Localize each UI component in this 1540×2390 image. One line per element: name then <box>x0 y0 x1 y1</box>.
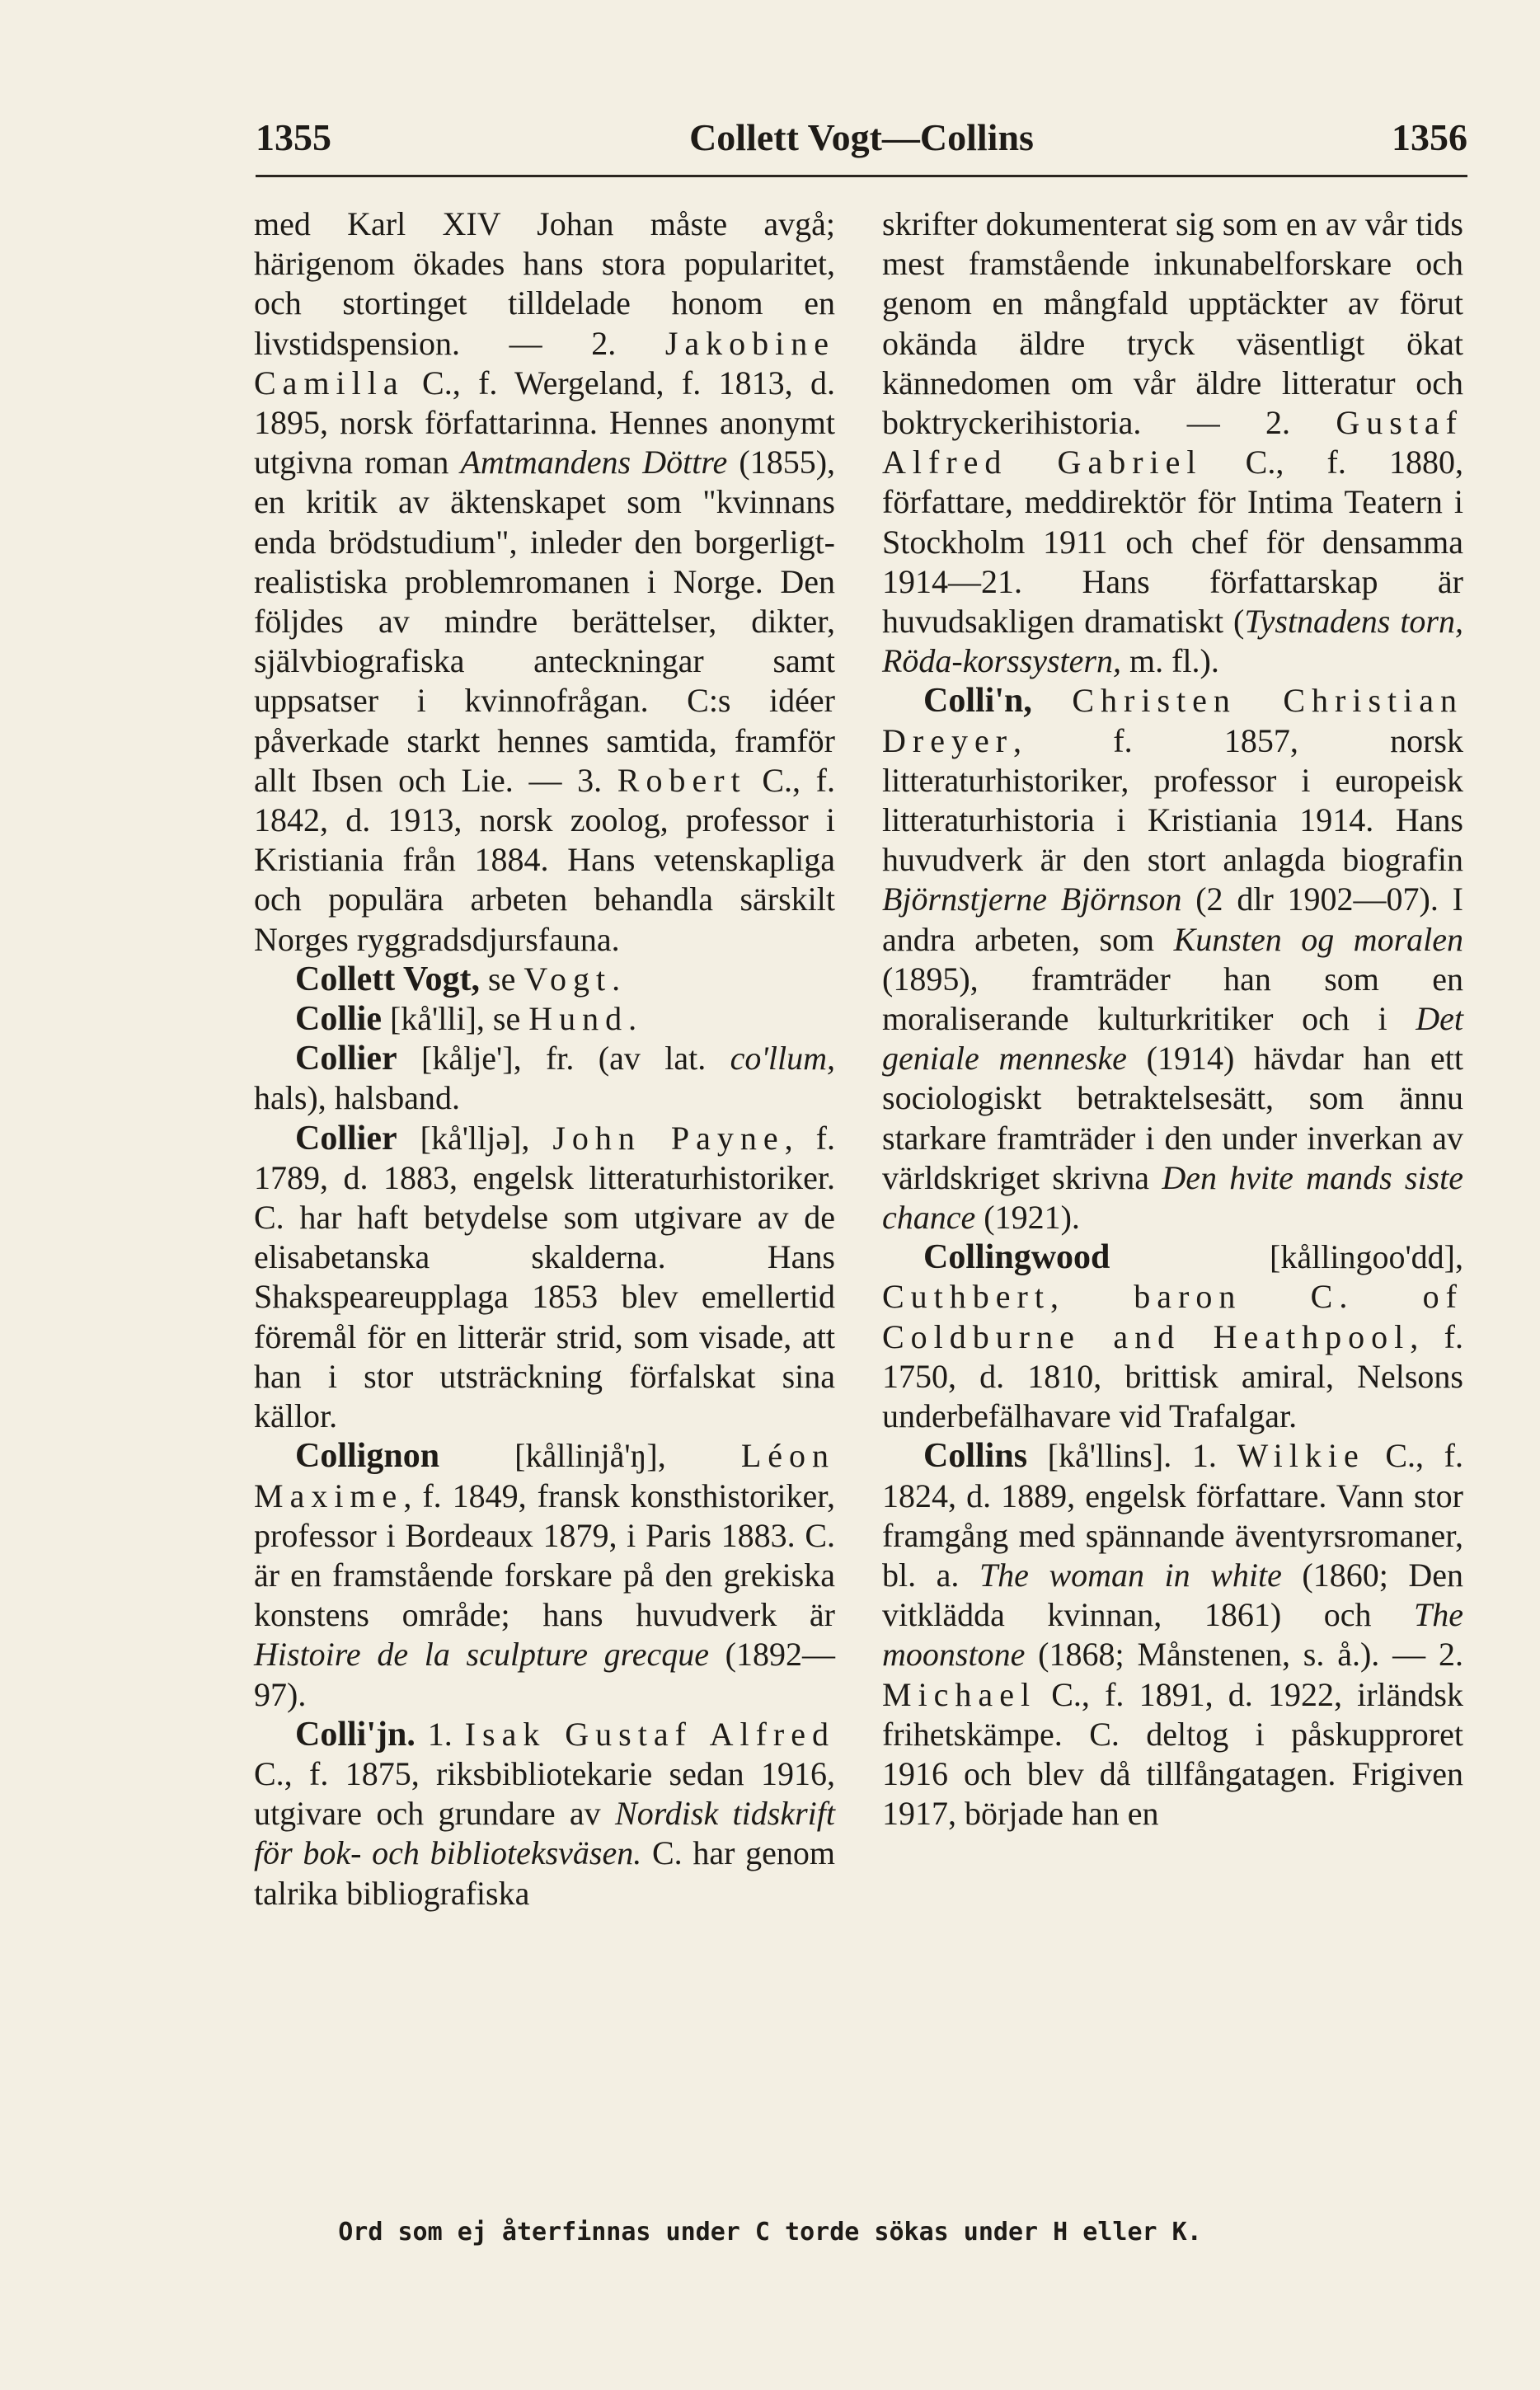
headword: Collins <box>923 1437 1028 1476</box>
headword: Colli'n, <box>923 682 1032 721</box>
entry-collins: Collins [kå'llins]. 1. Wilkie C., f. 1824, d. 1889, engelsk författare. Vann stor framgång med spännande äventyrsromaner, bl. a. The woman in white (1860; Den vitklädda kvinnan, 1861) och The moonstone (1868; Månstenen, s. å.). — 2. Michael C., f. 1891, d. 1922, irländsk frihetskämpe. C. deltog i påskupproret 1916 och blev då tillfångatagen. Frigiven 1917, började han en <box>882 1437 1464 1833</box>
page-title: Collett Vogt—Collins <box>689 116 1034 158</box>
right-column <box>882 204 1463 1834</box>
entry-collett-continued: med Karl XIV Johan måste avgå; härigenom ökades hans stora popularitet, och stortinget tilldelade honom en livstidspension. — 2. Jakobine Camilla C., f. Wergeland, f. 1813, d. 1895, norsk författarinna. Hennes anonymt utgivna roman Amtmandens Döttre (1855), en kritik av äktenskapet som "kvinnans enda brödstudium", inleder den borgerligt-realistiska problemromanen i Norge. Den följdes av mindre berättelser, dikter, självbiografiska anteckningar samt uppsatser i kvinnofrågan. C:s idéer påverkade starkt hennes samtida, framför allt Ibsen och Lie. — 3. Robert C., f. 1842, d. 1913, norsk zoolog, professor i Kristiania från 1884. Hans vetenskapliga och populära arbeten behandla särskilt Norges ryggradsdjursfauna. <box>254 205 836 958</box>
headword: Collingwood <box>923 1238 1110 1277</box>
running-header <box>256 115 1467 165</box>
left-column <box>254 204 835 1913</box>
entry-collier-john-payne: Collier [kå'lljə], John Payne, f. 1789, d. 1883, engelsk litteraturhistoriker. C. har haft betydelse som utgivare av de elisabetanska skalderna. Hans Shakspeareupplaga 1853 blev emellertid föremål för en litterär strid, som visade, att han i stor utsträckning förfalskat sina källor. <box>254 1119 835 1435</box>
footer-note: Ord som ej återfinnas under C torde sökas under H eller K. <box>338 2218 1202 2247</box>
entry-collier-necklace: Collier [kålje'], fr. (av lat. co'llum, hals), halsband. <box>254 1040 835 1117</box>
headword: Collier <box>295 1040 397 1078</box>
entry-collin: Colli'n, Christen Christian Dreyer, f. 1857, norsk litteraturhistoriker, professor i europeisk litteraturhistoria i Kristiania 1914. Hans huvudverk är den stort anlagda biografin Björnstjerne Björnson (2 dlr 1902—07). I andra arbeten, som Kunsten og moralen (1895), framträder han som en moraliserande kulturkritiker och i Det geniale menneske (1914) hävdar han ett sociologiskt betraktelsesätt, som ännu starkare framträder i den under inverkan av världskriget skrivna Den hvite mands siste chance (1921). <box>882 682 1464 1237</box>
page-number-left: 1355 <box>256 116 331 158</box>
entry-collijn: Colli'jn. 1. Isak Gustaf Alfred C., f. 1875, riksbibliotekarie sedan 1916, utgivare och grundare av Nordisk tidskrift för bok- och biblioteksväsen. C. har genom talrika bibliografiska <box>254 1715 836 1912</box>
entry-collie: Collie [kå'lli], se Hund. <box>295 1000 637 1039</box>
headword: Collett Vogt, <box>295 960 480 998</box>
headword: Collignon <box>295 1437 440 1476</box>
page-number-right: 1356 <box>1392 116 1467 158</box>
entry-collingwood: Collingwood [kållingoo'dd], Cuthbert, baron C. of Coldburne and Heathpool, f. 1750, d. 1810, brittisk amiral, Nelsons underbefälhavare vid Trafalgar. <box>882 1238 1463 1435</box>
headword: Colli'jn. <box>295 1715 416 1754</box>
entry-collignon: Collignon [kållinjå'ŋ], Léon Maxime, f. 1849, fransk konsthistoriker, professor i Bordeaux 1879, i Paris 1883. C. är en framstående forskare på den grekiska konstens område; hans huvudverk är Histoire de la sculpture grecque (1892—97). <box>254 1437 835 1713</box>
headword: Collier <box>295 1119 397 1157</box>
entry-collett-vogt: Collett Vogt, se Vogt. <box>295 960 621 998</box>
entry-collijn-continued: skrifter dokumenterat sig som en av vår tids mest framstående inkunabelforskare och genom en mångfald upptäckter av förut okända äldre tryck väsentligt ökat kännedomen om vår äldre litteratur och boktryckerihistoria. — 2. Gustaf Alfred Gabriel C., f. 1880, författare, meddirektör för Intima Teatern i Stockholm 1911 och chef för densamma 1914—21. Hans författarskap är huvudsakligen dramatiskt (Tystnadens torn, Röda-korssystern, m. fl.). <box>882 205 1463 680</box>
headword: Collie <box>295 1000 382 1039</box>
header-rule <box>256 175 1467 177</box>
